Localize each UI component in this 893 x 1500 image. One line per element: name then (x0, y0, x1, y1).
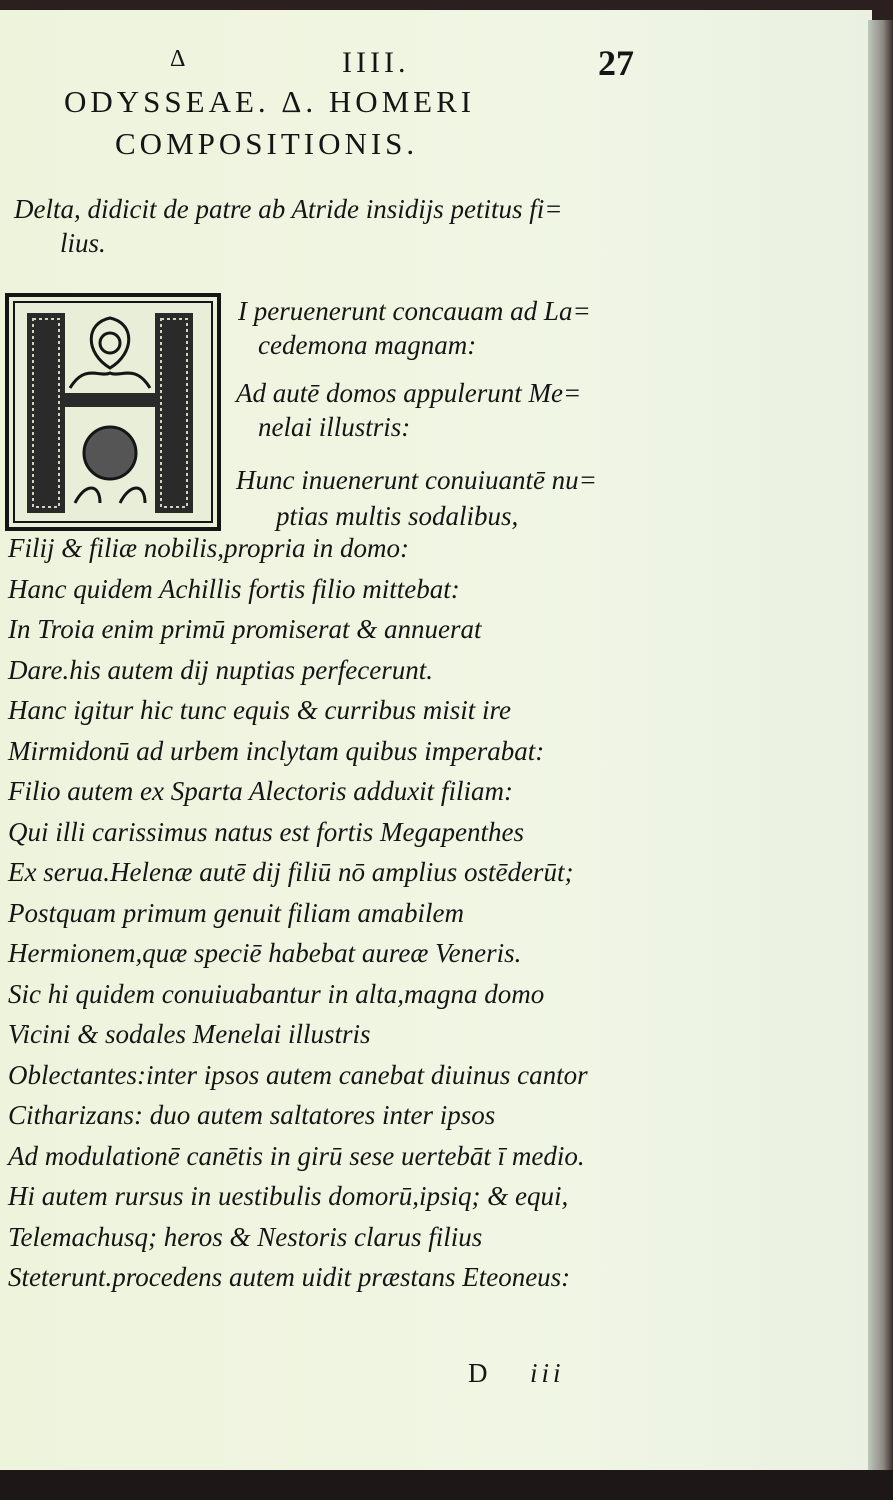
text-line: I peruenerunt concauam ad La= (238, 296, 591, 326)
text-line: Dare.his autem dij nuptias perfecerunt. (8, 654, 433, 685)
page-edge (868, 20, 893, 1470)
argument-line: Delta, didicit de patre ab Atride insidijs petitus fi= (14, 194, 563, 224)
text-line: In Troia enim primū promiserat & annuerat (8, 614, 482, 644)
page-number: 27 (598, 43, 634, 83)
text-line: Hanc quidem Achillis fortis filio mittebat: (8, 573, 460, 604)
text-line: Telemachusq; heros & Nestoris clarus filius (8, 1221, 483, 1252)
text-line: Hanc igitur hic tunc equis & curribus misit ire (8, 695, 511, 725)
text-line: Citharizans: duo autem saltatores inter ipsos (8, 1100, 496, 1130)
text-line: Sic hi quidem conuiuabantur in alta,magna domo (8, 978, 545, 1009)
text-line: ptias multis sodalibus, (276, 501, 519, 531)
text-line: Qui illi carissimus natus est fortis Megapenthes (8, 816, 524, 847)
folio-number: iii (530, 1358, 565, 1388)
signature-mark: Δ (170, 46, 190, 72)
background-strip (0, 1470, 893, 1500)
text-line: Hermionem,quæ speciē habebat aureæ Veneris. (8, 938, 522, 968)
text-line: cedemona magnam: (258, 330, 477, 360)
text-line: nelai illustris: (258, 412, 411, 442)
argument-line: lius. (60, 228, 106, 258)
text-line: Hi autem rursus in uestibulis domorū,ipsiq; & equi, (8, 1181, 569, 1211)
text-line: Vicini & sodales Menelai illustris (8, 1019, 371, 1049)
text-line: Oblectantes:inter ipsos autem canebat diuinus cantor (8, 1059, 588, 1090)
decorated-initial-h (5, 293, 221, 531)
title-line-2: COMPOSITIONIS. (115, 126, 419, 161)
text-line: Mirmidonū ad urbem inclytam quibus imperabat: (8, 735, 545, 766)
signature-letter: D (468, 1358, 492, 1388)
text-line: Filij & filiæ nobilis,propria in domo: (8, 533, 410, 563)
book-number: IIII. (342, 46, 410, 79)
text-line: Ad autē domos appulerunt Me= (236, 378, 582, 408)
text-line: Filio autem ex Sparta Alectoris adduxit filiam: (8, 776, 513, 806)
text-line: Ad modulationē canētis in girū sese uertebāt ī medio. (8, 1140, 585, 1171)
title-line-1: ODYSSEAE. Δ. HOMERI (64, 84, 476, 119)
text-line: Steterunt.procedens autem uidit præstans Eteoneus: (8, 1262, 571, 1292)
text-line: Postquam primum genuit filiam amabilem (8, 897, 464, 928)
text-line: Ex serua.Helenæ autē dij filiū nō amplius ostēderūt; (8, 857, 574, 887)
text-line: Hunc inuenerunt conuiuantē nu= (236, 465, 597, 495)
